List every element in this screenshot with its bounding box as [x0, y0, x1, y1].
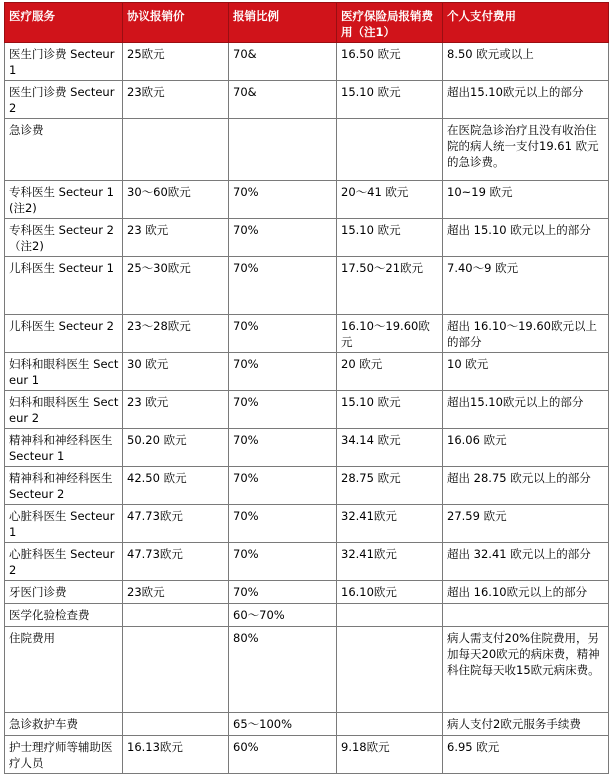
cell-personal-payment: 6.95 欧元 [443, 736, 609, 774]
cell-personal-payment: 在医院急诊治疗且没有收治住院的病人统一支付19.61 欧元的急诊费。 [443, 119, 609, 181]
cell-personal-payment: 10~19 欧元 [443, 181, 609, 219]
cell-service: 心脏科医生 Secteur 1 [5, 505, 123, 543]
table-row [5, 713, 609, 736]
cell-service: 医学化验检查费 [5, 604, 123, 627]
cell-reimbursement-rate: 70& [229, 43, 337, 81]
cell-personal-payment: 超出15.10欧元以上的部分 [443, 81, 609, 119]
table-header [5, 3, 609, 43]
cell-agreed-price: 23 欧元 [123, 219, 229, 257]
cell-insurance-payment: 16.50 欧元 [337, 43, 443, 81]
cell-personal-payment: 超出 16.10～19.60欧元以上的部分 [443, 315, 609, 353]
cell-service: 妇科和眼科医生 Secteur 2 [5, 391, 123, 429]
header-agreed-price: 协议报销价 [123, 3, 229, 43]
header-insurance-payment: 医疗保险局报销费用（注1） [337, 3, 443, 43]
cell-insurance-payment: 20 欧元 [337, 353, 443, 391]
cell-service: 牙医门诊费 [5, 581, 123, 604]
cell-agreed-price: 23欧元 [123, 581, 229, 604]
cell-reimbursement-rate: 60% [229, 736, 337, 774]
cell-reimbursement-rate: 70% [229, 543, 337, 581]
cell-agreed-price: 30 欧元 [123, 353, 229, 391]
table-row [5, 43, 609, 81]
cell-insurance-payment: 32.41欧元 [337, 505, 443, 543]
cell-reimbursement-rate: 70% [229, 505, 337, 543]
cell-insurance-payment: 20～41 欧元 [337, 181, 443, 219]
cell-reimbursement-rate: 70% [229, 181, 337, 219]
cell-personal-payment [443, 604, 609, 627]
cell-reimbursement-rate: 70% [229, 581, 337, 604]
table-row [5, 543, 609, 581]
cell-agreed-price: 23 欧元 [123, 391, 229, 429]
table-row [5, 119, 609, 181]
cell-agreed-price: 42.50 欧元 [123, 467, 229, 505]
table-row [5, 429, 609, 467]
cell-personal-payment: 超出 16.10欧元以上的部分 [443, 581, 609, 604]
cell-service: 住院费用 [5, 627, 123, 713]
medical-fee-table [4, 2, 609, 774]
header-reimbursement-rate: 报销比例 [229, 3, 337, 43]
cell-agreed-price: 16.13欧元 [123, 736, 229, 774]
cell-service: 医生门诊费 Secteur 2 [5, 81, 123, 119]
cell-agreed-price [123, 713, 229, 736]
cell-agreed-price: 25欧元 [123, 43, 229, 81]
table-body [5, 43, 609, 774]
table-row [5, 581, 609, 604]
cell-agreed-price: 30～60欧元 [123, 181, 229, 219]
cell-personal-payment: 10 欧元 [443, 353, 609, 391]
cell-reimbursement-rate: 70% [229, 429, 337, 467]
cell-service: 儿科医生 Secteur 1 [5, 257, 123, 315]
cell-service: 妇科和眼科医生 Secteur 1 [5, 353, 123, 391]
cell-service: 护士理疗师等辅助医疗人员 [5, 736, 123, 774]
cell-personal-payment: 超出15.10欧元以上的部分 [443, 391, 609, 429]
cell-insurance-payment: 15.10 欧元 [337, 391, 443, 429]
cell-agreed-price [123, 604, 229, 627]
cell-reimbursement-rate: 70% [229, 391, 337, 429]
cell-personal-payment: 27.59 欧元 [443, 505, 609, 543]
cell-insurance-payment [337, 119, 443, 181]
cell-insurance-payment: 28.75 欧元 [337, 467, 443, 505]
cell-insurance-payment [337, 604, 443, 627]
table-row [5, 604, 609, 627]
cell-service: 专科医生 Secteur 2（注2) [5, 219, 123, 257]
table-row [5, 353, 609, 391]
cell-agreed-price: 47.73欧元 [123, 543, 229, 581]
cell-agreed-price: 23～28欧元 [123, 315, 229, 353]
cell-reimbursement-rate: 70% [229, 219, 337, 257]
cell-agreed-price: 50.20 欧元 [123, 429, 229, 467]
cell-reimbursement-rate: 70% [229, 257, 337, 315]
cell-reimbursement-rate [229, 119, 337, 181]
cell-service: 医生门诊费 Secteur 1 [5, 43, 123, 81]
cell-personal-payment: 8.50 欧元或以上 [443, 43, 609, 81]
cell-reimbursement-rate: 70& [229, 81, 337, 119]
cell-agreed-price: 23欧元 [123, 81, 229, 119]
cell-reimbursement-rate: 80% [229, 627, 337, 713]
cell-reimbursement-rate: 65～100% [229, 713, 337, 736]
cell-insurance-payment: 15.10 欧元 [337, 81, 443, 119]
table-row [5, 181, 609, 219]
cell-service: 心脏科医生 Secteur 2 [5, 543, 123, 581]
cell-agreed-price: 47.73欧元 [123, 505, 229, 543]
cell-service: 儿科医生 Secteur 2 [5, 315, 123, 353]
cell-reimbursement-rate: 70% [229, 353, 337, 391]
table-row [5, 505, 609, 543]
cell-service: 急诊救护车费 [5, 713, 123, 736]
cell-insurance-payment: 16.10～19.60欧元 [337, 315, 443, 353]
cell-reimbursement-rate: 70% [229, 467, 337, 505]
cell-agreed-price: 25～30欧元 [123, 257, 229, 315]
cell-personal-payment: 超出 32.41 欧元以上的部分 [443, 543, 609, 581]
cell-insurance-payment: 34.14 欧元 [337, 429, 443, 467]
cell-insurance-payment: 32.41欧元 [337, 543, 443, 581]
cell-personal-payment: 病人需支付20%住院费用，另加每天20欧元的病床费，精神科住院每天收15欧元病床费。 [443, 627, 609, 713]
table-row [5, 315, 609, 353]
table-row [5, 257, 609, 315]
table-row [5, 736, 609, 774]
header-personal-payment: 个人支付费用 [443, 3, 609, 43]
cell-reimbursement-rate: 60～70% [229, 604, 337, 627]
cell-insurance-payment [337, 713, 443, 736]
cell-service: 专科医生 Secteur 1(注2) [5, 181, 123, 219]
cell-personal-payment: 超出 28.75 欧元以上的部分 [443, 467, 609, 505]
cell-reimbursement-rate: 70% [229, 315, 337, 353]
table-row [5, 467, 609, 505]
table-row [5, 81, 609, 119]
cell-personal-payment: 病人支付2欧元服务手续费 [443, 713, 609, 736]
cell-agreed-price [123, 627, 229, 713]
cell-insurance-payment: 16.10欧元 [337, 581, 443, 604]
table-row [5, 627, 609, 713]
cell-personal-payment: 16.06 欧元 [443, 429, 609, 467]
table-row [5, 391, 609, 429]
header-service: 医疗服务 [5, 3, 123, 43]
cell-personal-payment: 超出 15.10 欧元以上的部分 [443, 219, 609, 257]
cell-insurance-payment: 9.18欧元 [337, 736, 443, 774]
cell-insurance-payment: 17.50～21欧元 [337, 257, 443, 315]
cell-agreed-price [123, 119, 229, 181]
cell-service: 精神科和神经科医生 Secteur 1 [5, 429, 123, 467]
cell-insurance-payment: 15.10 欧元 [337, 219, 443, 257]
cell-personal-payment: 7.40～9 欧元 [443, 257, 609, 315]
cell-service: 急诊费 [5, 119, 123, 181]
cell-insurance-payment [337, 627, 443, 713]
header-row [5, 3, 609, 43]
table-row [5, 219, 609, 257]
cell-service: 精神科和神经科医生 Secteur 2 [5, 467, 123, 505]
